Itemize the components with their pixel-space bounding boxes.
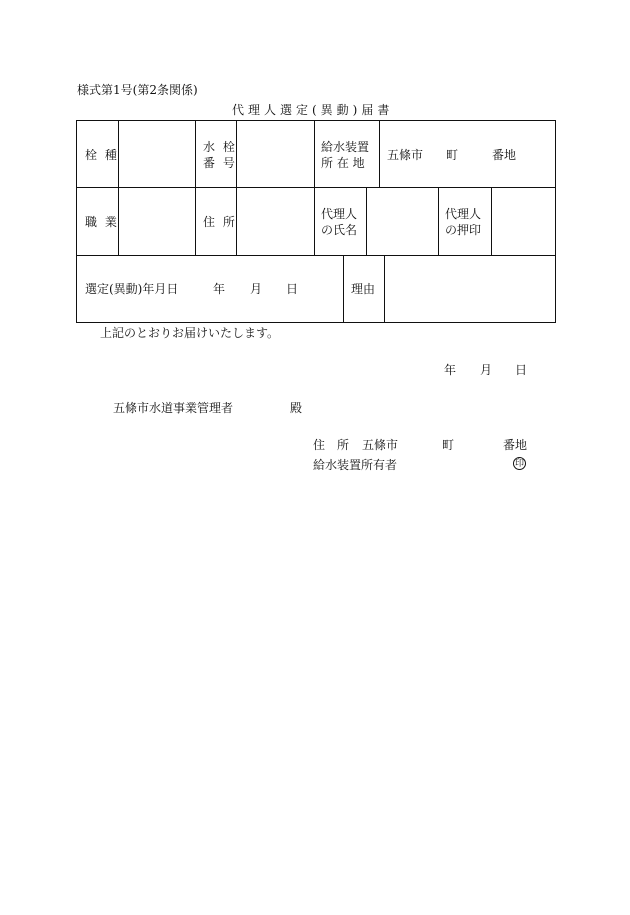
address-city: 五條市	[387, 148, 424, 162]
row1-col-divider-4	[314, 121, 315, 187]
selection-date-day: 日	[286, 282, 299, 296]
applicant-town: 町	[442, 438, 455, 452]
agent-seal-label-line1: 代理人	[445, 207, 482, 221]
faucet-number-label-line2: 番 号	[203, 156, 237, 170]
agent-name-label-line2: の氏名	[321, 223, 358, 237]
address-label: 住 所	[203, 215, 237, 229]
row2-col-divider-2	[195, 187, 196, 255]
applicant-number: 番地	[503, 438, 528, 452]
row2-col-divider-6	[438, 187, 439, 255]
selection-date-year: 年	[213, 282, 226, 296]
row2-col-divider-7	[491, 187, 492, 255]
row1-col-divider-2	[195, 121, 196, 187]
row-divider-1	[77, 187, 555, 188]
row3-col-divider-2	[384, 255, 385, 322]
submission-day: 日	[515, 363, 528, 377]
faucet-number-label-line1: 水 栓	[203, 140, 237, 154]
seal-mark-icon: 印	[514, 459, 524, 469]
occupation-label: 職 業	[85, 215, 119, 229]
selection-date-month: 月	[250, 282, 263, 296]
addressee-honorific: 殿	[290, 401, 303, 415]
form-title: 代理人選定(異動)届書	[232, 103, 394, 117]
agent-name-label-line1: 代理人	[321, 207, 358, 221]
row2-col-divider-4	[314, 187, 315, 255]
address-town: 町	[446, 148, 459, 162]
form-number: 様式第1号(第2条関係)	[77, 83, 198, 97]
row2-col-divider-5	[366, 187, 367, 255]
selection-date-label: 選定(異動)年月日	[85, 282, 179, 296]
form-table	[76, 120, 556, 323]
reason-label: 理由	[351, 282, 376, 296]
addressee-name: 五條市水道事業管理者	[113, 401, 234, 415]
applicant-city: 五條市	[362, 438, 399, 452]
agent-seal-label-line2: の押印	[445, 223, 482, 237]
submission-month: 月	[480, 363, 493, 377]
row-divider-2	[77, 255, 555, 256]
installation-location-label-line2: 所 在 地	[321, 156, 365, 170]
address-number: 番地	[492, 148, 517, 162]
submission-year: 年	[444, 363, 457, 377]
row3-col-divider-1	[343, 255, 344, 322]
installation-location-label-line1: 給水装置	[321, 140, 370, 154]
row1-col-divider-5	[379, 121, 380, 187]
meter-type-label: 栓 種	[85, 148, 119, 162]
owner-label: 給水装置所有者	[313, 458, 398, 472]
submission-notice: 上記のとおりお届けいたします。	[100, 326, 280, 340]
applicant-address-label: 住 所	[313, 438, 350, 452]
